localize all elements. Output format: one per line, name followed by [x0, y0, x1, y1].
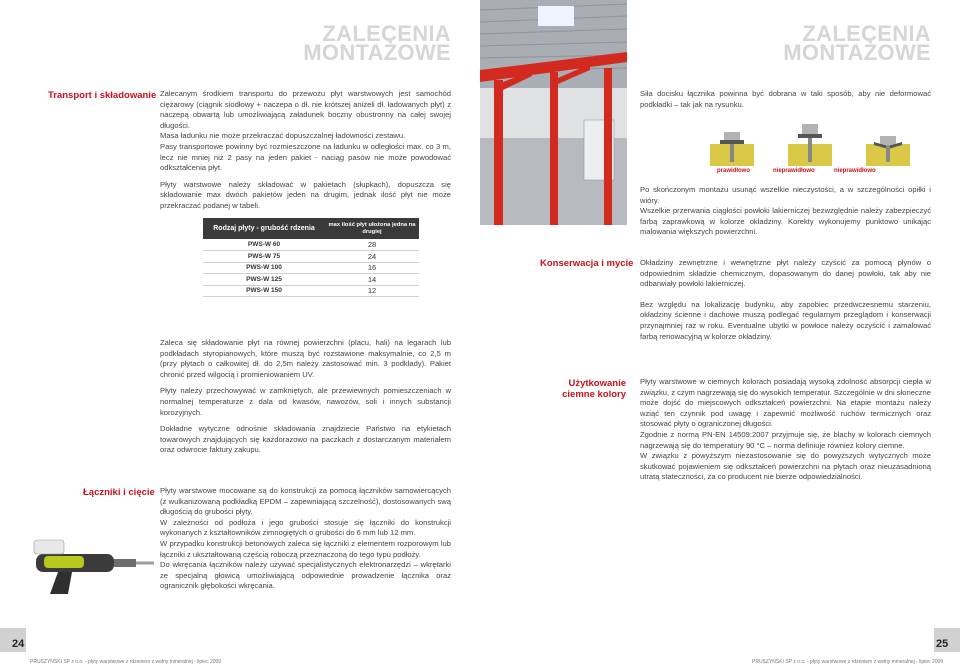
after-install-text	[640, 185, 931, 244]
right-footer-text: PRUSZYŃSKI SP z o.o. - płyty warstwowe z rdzeniem z wełny mineralnej - lipiec 2009	[752, 659, 944, 665]
storage-para: Dokładne wytyczne odnośnie składowania znajdziecie Państwo na etykietach towarowych znajdujących się każdorazowo na paczkach z dostarczanym materiałem oraz odwrocie faktury zakupu.	[160, 424, 451, 455]
panel-max: 12	[325, 285, 419, 297]
panel-type: PWS-W 125	[203, 274, 325, 286]
dark-colors-label-line: ciemne kolory	[562, 389, 626, 400]
dark-colors-para: Zgodnie z normą PN-EN 14509:2007 przyjmuje się, że blachy w kolorach ciemnych nagrzewają się do temperatury 90 °C – norma definiuje również kolory ciemne.	[640, 429, 931, 450]
panel-type: PWS-W 100	[203, 262, 325, 274]
right-page-number: 25	[936, 638, 949, 650]
table-header-type: Rodzaj płyty - grubość rdzenia	[203, 218, 325, 239]
dark-colors-section-label	[560, 378, 626, 400]
after-install-para: Po skończonym montażu usunąć wszelkie nieczystości, a w szczególności opiłki i wióry.	[640, 185, 931, 205]
header-line-1: ZALECENIA	[802, 21, 931, 46]
skylight	[538, 6, 574, 26]
storage-text	[160, 338, 451, 462]
left-page-number: 24	[12, 638, 25, 650]
table-row	[203, 285, 419, 297]
drill-nose	[114, 559, 136, 567]
transport-section-label: Transport i składowanie	[48, 90, 157, 101]
after-install-para: Wszelkie przerwania ciągłości powłoki lakierniczej bezwzględnie należy zabezpieczyć farbą zaprawkową w kolorze okładziny. Korekty wykonujemy punktowo unikając malowania większych powierzchni.	[640, 206, 931, 237]
maintenance-section-label: Konserwacja i mycie	[540, 258, 634, 269]
right-page-header	[780, 21, 931, 65]
storage-para: Zaleca się składowanie płyt na równej powierzchni (placu, hali) na legarach lub podkładach styropianowych, które muszą być rozstawione maksymalnie, co 2,5 m (przy płytach o całkowitej dł. do 2,5m należy zastosować min. 3 podkłady). Pakiet chronić przed wilgocią i promieniowaniem UV.	[160, 338, 451, 379]
fasteners-para: W zależności od podłoża i jego grubości stosuje się łączniki do konstrukcji wykonanych z kształtowników zimnogiętych o grubości do 6 mm lub 12 mm.	[160, 517, 451, 538]
screwdriver-image	[28, 532, 156, 594]
panel-max: 16	[325, 262, 419, 274]
transport-text	[160, 89, 451, 218]
fasteners-para: Płyty warstwowe mocowane są do konstrukcji za pomocą łączników samowiercących (z wulkanizowaną podkładką EPDM – zapewniającą szczelność), dostosowanych swą długością do grubości płyty.	[160, 486, 451, 517]
fastener-incorrect-loose	[788, 124, 832, 166]
diagram-label-incorrect: nieprawidłowo	[773, 168, 815, 174]
table-row	[203, 251, 419, 263]
dark-colors-text	[640, 377, 931, 483]
drill-bit	[136, 562, 154, 565]
fasteners-para: Do wkręcania łączników należy używać specjalistycznych elektronarzędzi – wkrętarki ze specjalną głowicą umożliwiającą odpowiednie prowadzenie łącznika oraz ogranicznik głębokości wkręcania.	[160, 560, 451, 591]
maintenance-para: Okładziny zewnętrzne i wewnętrzne płyt należy czyścić za pomocą płynów o odpowiednim składzie chemicznym, dopasowanym do danej powłoki, tak aby nie odbarwiały powłoki lakierniczej.	[640, 258, 931, 289]
header-line-1: ZALECENIA	[322, 21, 451, 46]
table-row	[203, 239, 419, 251]
diagram-label-correct: prawidłowo	[717, 168, 750, 174]
transport-para: Płyty warstwowe należy składować w pakietach (słupkach), dopuszcza się składowanie max dwóch pakietów jeden na drugim, jednak ilość płyt nie może przekraczać podanej w tabeli.	[160, 179, 451, 210]
left-page-header	[300, 21, 451, 65]
warehouse-photo	[480, 0, 627, 225]
transport-para: Zalecanym środkiem transportu do przewozu płyt warstwowych jest samochód ciężarowy (ciągnik siodłowy + naczepa o dł. nie krótszej aniżeli dł. ładowanych płyt) z naczepą obwartą lub umożliwiającą załadunek boczny obustronny na całej swojej długości.	[160, 89, 451, 130]
maintenance-para: Bez względu na lokalizację budynku, aby zapobiec przedwczesnemu starzeniu, okładziny ścienne i dachowe muszą podlegać regularnym przeglądom i konserwacji przynajmniej raz w roku. Eventualne ubytki w powłoce należy oczyścić i zamalować farbą renowacyjną w kolorze okładziny.	[640, 299, 931, 341]
left-footer-text: PRUSZYŃSKI SP z o.o. - płyty warstwowe z rdzeniem z wełny mineralnej - lipiec 2009	[30, 659, 222, 665]
panel-type: PWS-W 150	[203, 285, 325, 297]
dark-colors-label-line: Użytkowanie	[568, 378, 626, 389]
table-row	[203, 274, 419, 286]
storage-para: Płyty należy przechowywać w zamkniętych, ale przewiewnych pomieszczeniach w normalnej temperaturze z dala od kwasów, nawozów, soli i innych substancji korozyjnych.	[160, 386, 451, 417]
panel-max: 24	[325, 251, 419, 263]
table-header-max: max ilość płyt ułożona jedna na drugiej	[325, 218, 419, 239]
maintenance-text	[640, 258, 931, 348]
fasteners-text	[160, 486, 451, 592]
transport-para: Masa ładunku nie może przekraczać dopuszczalnej ładowności zestawu.	[160, 131, 406, 141]
drill-panel	[44, 556, 84, 568]
panel-type: PWS-W 60	[203, 239, 325, 251]
drill-belt-clip	[34, 540, 64, 554]
header-line-2: MONTAŻOWE	[303, 40, 451, 65]
fasteners-section-label: Łączniki i cięcie	[83, 487, 155, 498]
fastener-incorrect-tight	[866, 136, 910, 166]
pressure-text: Siła docisku łącznika powinna być dobrana w taki sposób, aby nie deformować podkładki – tak jak na rysunku.	[640, 89, 931, 109]
panel-max: 28	[325, 239, 419, 251]
dark-colors-para: W związku z powyższym niezastosowanie się do powyższych wytycznych może skutkować pojawieniem się odkształceń powierzchni na płytach oraz nieuzasadnioną utratą stateczności, za co producent nie bierze odpowiedzialności.	[640, 451, 931, 482]
fastener-correct	[710, 132, 754, 166]
fasteners-para: W przypadku konstrukcji betonowych zaleca się łączniki z elementem rozporowym lub łączniki z ukształtowaną częścią roboczą przeznaczoną do tego typu podłoży.	[160, 538, 451, 559]
red-steel-frame	[480, 52, 627, 225]
header-line-2: MONTAŻOWE	[783, 40, 931, 65]
table-row	[203, 262, 419, 274]
transport-para: Pasy transportowe powinny być rozmieszczone na ładunku w odległości max. co 3 m, lecz nie mniej niż 2 pasy na jeden pakiet - naciąg pasów nie może powodować odkształcenia płyt.	[160, 141, 451, 173]
diagram-label-incorrect: nieprawidłowo	[834, 168, 876, 174]
dark-colors-para: Płyty warstwowe w ciemnych kolorach posiadają wysoką zdolność absorpcji ciepła w związku, z czym nagrzewają się do wysokich temperatur. Szczególnie w dni słoneczne może dojść do miejscowych odkształceń powierzchni. Na etapie montażu należy wziąć ten czynnik pod uwagę i zapewnić możliwość ruchów termicznych oraz stosować płyty o ograniczonej długości.	[640, 377, 931, 429]
storage-table	[203, 218, 419, 297]
panel-max: 14	[325, 274, 419, 286]
panel-type: PWS-W 75	[203, 251, 325, 263]
